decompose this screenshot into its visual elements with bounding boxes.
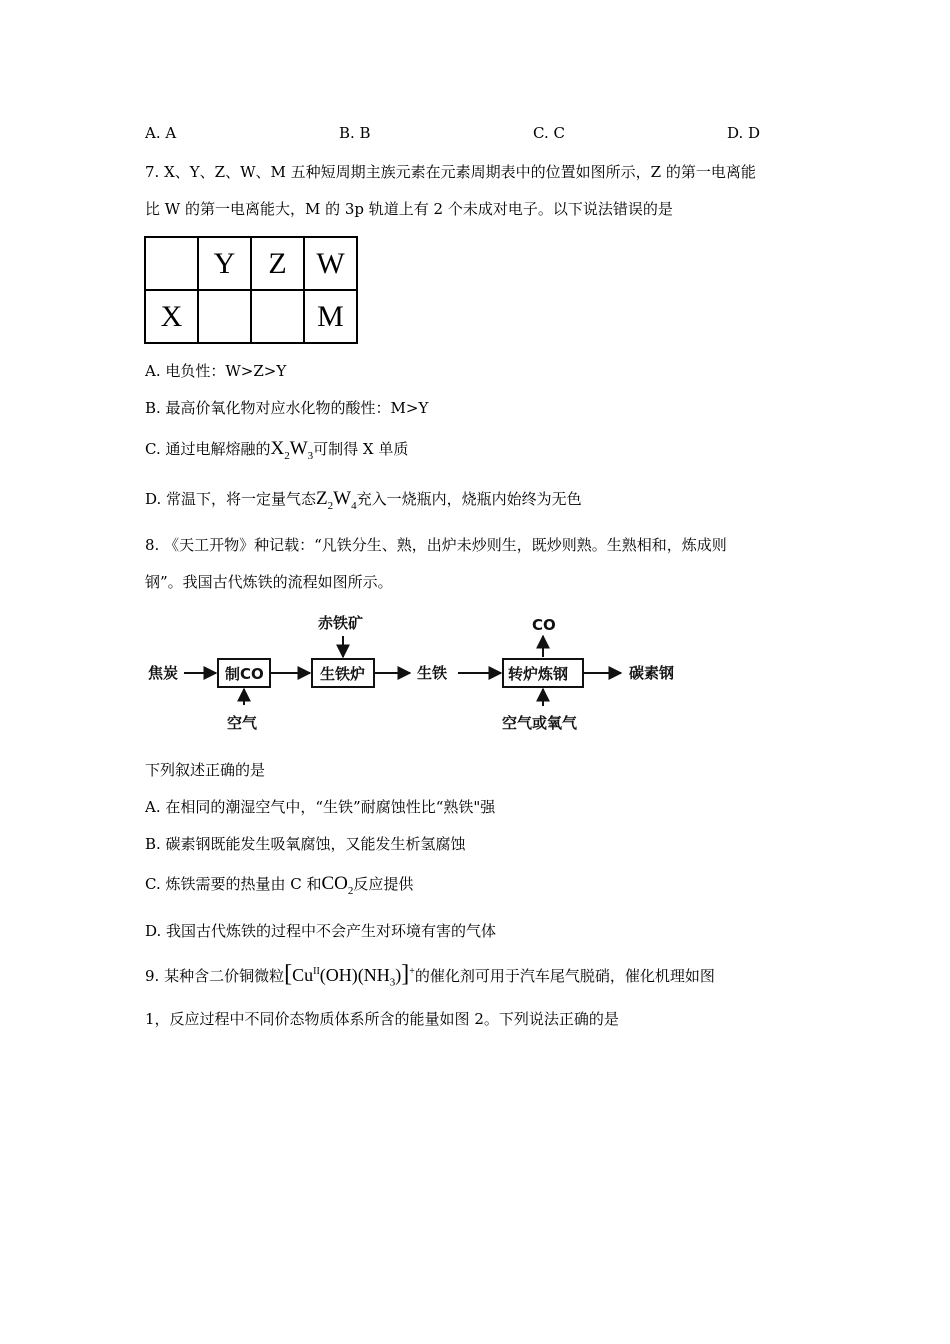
label-pig-iron: 生铁	[417, 664, 448, 682]
label-make-co: 制CO	[225, 665, 264, 683]
pt-cell-x: X	[145, 290, 198, 343]
q9-stem-prefix: 9. 某种含二价铜微粒	[145, 967, 285, 985]
periodic-table-excerpt	[144, 236, 358, 344]
q7-option-a: A. 电负性：W>Z>Y	[145, 362, 287, 380]
q7-option-c	[145, 439, 408, 466]
pt-cell-z: Z	[251, 237, 304, 290]
q7-option-b: B. 最高价氧化物对应水化物的酸性：M>Y	[145, 399, 429, 417]
q7-stem-line1: 7. X、Y、Z、W、M 五种短周期主族元素在元素周期表中的位置如图所示，Z 的第一电离能	[145, 163, 756, 181]
pt-cell-m: M	[304, 290, 357, 343]
pt-cell-y: Y	[198, 237, 251, 290]
pt-cell-empty	[198, 290, 251, 343]
q9-stem-suffix: 的催化剂可用于汽车尾气脱硝，催化机理如图	[414, 967, 715, 985]
iron-smelting-flowchart	[146, 608, 742, 748]
label-blast-furnace: 生铁炉	[320, 665, 366, 683]
q8-option-c-prefix: C. 炼铁需要的热量由 C 和	[145, 875, 322, 893]
formula-z2w4: $Z_2W_4$	[316, 488, 357, 512]
label-hematite: 赤铁矿	[318, 614, 364, 632]
q7-stem-line2: 比 W 的第一电离能大，M 的 3p 轨道上有 2 个未成对电子。以下说法错误的是	[145, 200, 673, 218]
formula-co2: $CO_2$	[321, 873, 354, 897]
q8-prompt: 下列叙述正确的是	[145, 761, 266, 779]
label-air-or-oxygen: 空气或氧气	[502, 714, 578, 732]
q6-option-c: C. C	[533, 124, 565, 142]
q7-option-d-prefix: D. 常温下，将一定量气态	[145, 490, 317, 508]
q7-option-d	[145, 489, 582, 516]
pt-cell-w: W	[304, 237, 357, 290]
q7-option-d-suffix: 充入一烧瓶内，烧瓶内始终为无色	[356, 490, 582, 508]
pt-cell-empty	[145, 237, 198, 290]
q6-option-b: B. B	[339, 124, 371, 142]
label-air: 空气	[227, 714, 258, 732]
q9-stem-line1	[145, 962, 715, 993]
label-co-out: CO	[532, 616, 556, 634]
q8-option-c	[145, 874, 413, 901]
q8-stem-line2: 钢”。我国古代炼铁的流程如图所示。	[145, 573, 393, 591]
label-converter: 转炉炼钢	[508, 665, 569, 683]
q7-option-c-suffix: 可制得 X 单质	[313, 440, 409, 458]
q6-option-a: A. A	[145, 124, 177, 142]
q8-option-a: A. 在相同的潮湿空气中，“生铁”耐腐蚀性比“熟铁"强	[145, 798, 496, 816]
q8-option-c-suffix: 反应提供	[353, 875, 414, 893]
q6-options-row	[0, 124, 950, 146]
pt-cell-empty	[251, 290, 304, 343]
q8-stem-line1: 8. 《天工开物》种记载：“凡铁分生、熟，出炉未炒则生，既炒则熟。生熟相和，炼成则	[145, 536, 727, 554]
label-carbon-steel: 碳素钢	[629, 664, 675, 682]
q6-option-d: D. D	[727, 124, 761, 142]
q8-option-d: D. 我国古代炼铁的过程中不会产生对环境有害的气体	[145, 922, 497, 940]
q8-option-b: B. 碳素钢既能发生吸氧腐蚀，又能发生析氢腐蚀	[145, 835, 466, 853]
formula-x2w3: $X_2W_3$	[270, 438, 314, 462]
formula-cu-complex: $[Cu^{II}(OH)(NH_3)]^+$	[284, 961, 415, 989]
q7-option-c-prefix: C. 通过电解熔融的	[145, 440, 271, 458]
q9-stem-line2: 1，反应过程中不同价态物质体系所含的能量如图 2。下列说法正确的是	[145, 1010, 619, 1028]
label-coke: 焦炭	[148, 664, 179, 682]
